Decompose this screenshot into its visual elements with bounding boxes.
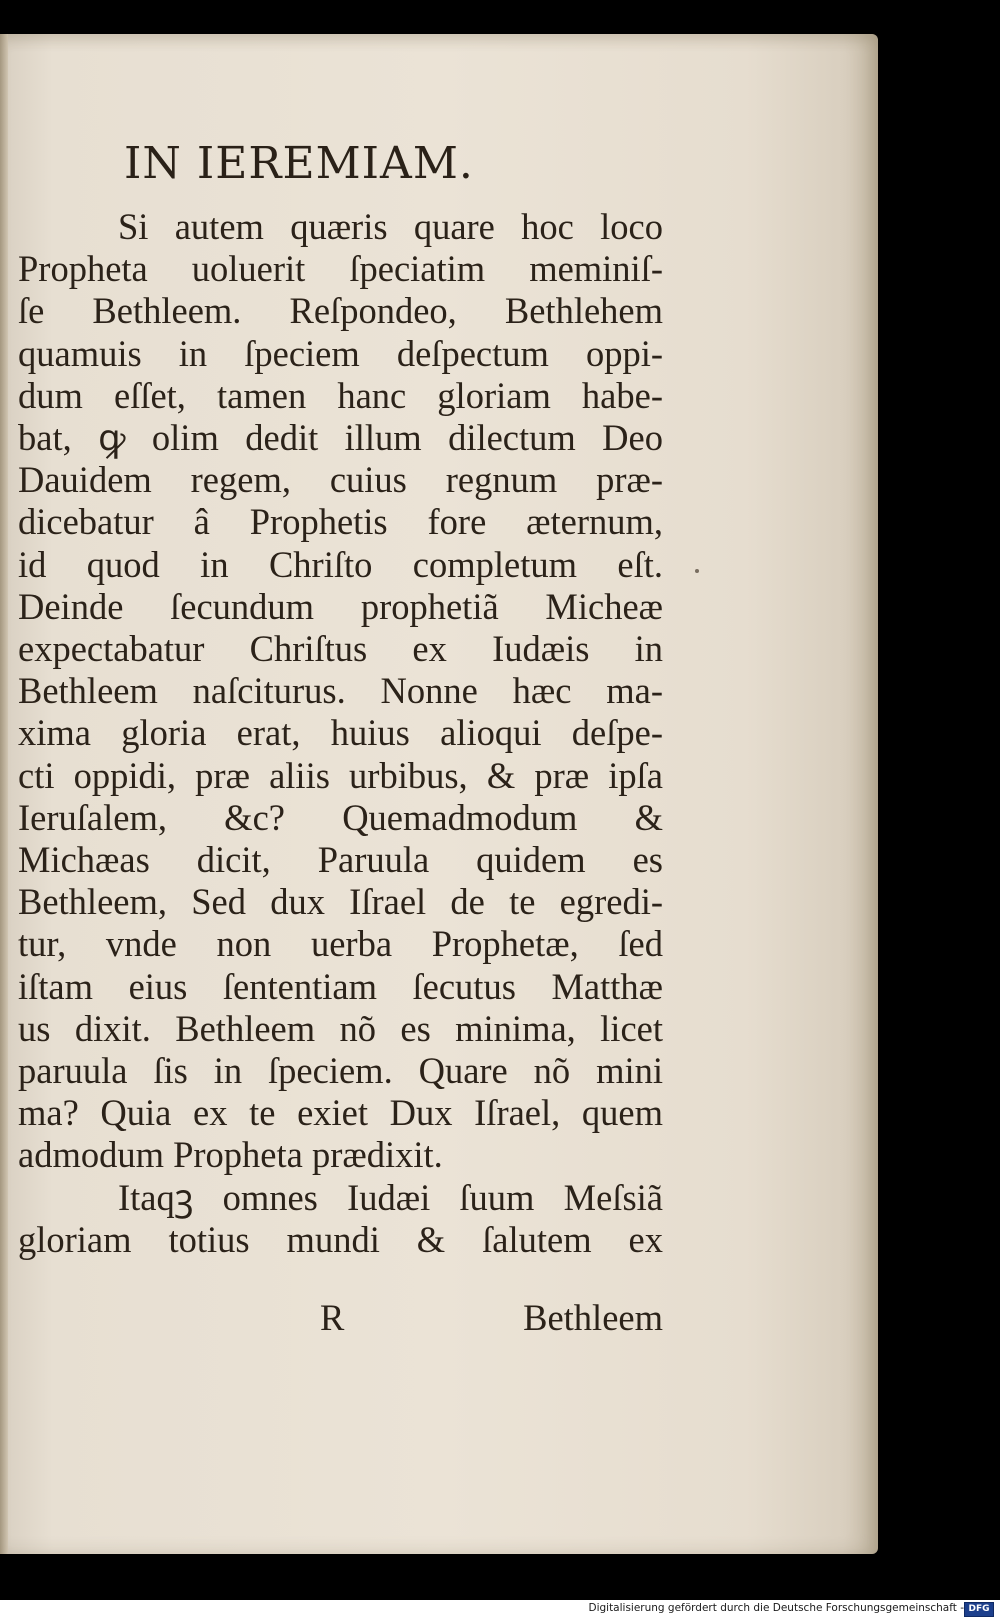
text-line: us dixit. Bethleem nõ es minima, licet bbox=[18, 1007, 663, 1049]
text-line: dum eſſet, tamen hanc gloriam habe- bbox=[18, 374, 663, 416]
text-line: Deinde ſecundum prophetiã Micheæ bbox=[18, 585, 663, 627]
page-gutter-edge bbox=[0, 34, 8, 1554]
text-line: bat, ꝙ olim dedit illum dilectum Deo bbox=[18, 417, 663, 459]
text-line: Michæas dicit, Paruula quidem es bbox=[18, 839, 663, 881]
text-line: dicebatur â Prophetis fore æternum, bbox=[18, 501, 663, 543]
text-line: xima gloria erat, huius alioqui deſpe- bbox=[18, 712, 663, 754]
text-line: tur, vnde non uerba Prophetæ, ſed bbox=[18, 923, 663, 965]
text-line: Bethleem, Sed dux Iſrael de te egredi- bbox=[18, 881, 663, 923]
footer-credit: Digitalisierung gefördert durch die Deutsche Forschungsgemeinschaft - bbox=[588, 1602, 964, 1614]
text-line: cti oppidi, præ aliis urbibus, & præ ipſa bbox=[18, 754, 663, 796]
text-line: id quod in Chriſto completum eſt. bbox=[18, 543, 663, 585]
ink-speck bbox=[695, 569, 699, 573]
body-text bbox=[18, 206, 663, 1261]
text-line: Ieruſalem, &c? Quemadmodum & bbox=[18, 796, 663, 838]
running-head: IN IEREMIAM. bbox=[124, 138, 474, 189]
text-line: Dauidem regem, cuius regnum præ- bbox=[18, 459, 663, 501]
text-line: ma? Quia ex te exiet Dux Iſrael, quem bbox=[18, 1092, 663, 1134]
text-line: Si autem quæris quare hoc loco bbox=[118, 206, 663, 247]
text-line: expectabatur Chriſtus ex Iudæis in bbox=[18, 628, 663, 670]
text-line: Itaqꝫ omnes Iudæi ſuum Meſsiã bbox=[118, 1176, 663, 1218]
signature-mark: R bbox=[320, 1297, 345, 1338]
text-line: gloriam totius mundi & ſalutem ex bbox=[18, 1218, 663, 1260]
text-line: ſe Bethleem. Reſpondeo, Bethlehem bbox=[18, 290, 663, 332]
dfg-logo-text: DFG bbox=[968, 1604, 990, 1614]
text-line: Bethleem naſciturus. Nonne hæc ma- bbox=[18, 670, 663, 712]
catchword: Bethleem bbox=[523, 1297, 663, 1338]
text-line: Propheta uoluerit ſpeciatim meminiſ- bbox=[18, 248, 663, 290]
text-line: quamuis in ſpeciem deſpectum oppi- bbox=[18, 332, 663, 374]
text-line: paruula ſis in ſpeciem. Quare nõ mini bbox=[18, 1050, 663, 1092]
page-footer-line bbox=[18, 1296, 663, 1340]
text-line: admodum Propheta prædixit. bbox=[18, 1134, 443, 1176]
text-line: iſtam eius ſententiam ſecutus Matthæ bbox=[18, 965, 663, 1007]
dfg-logo bbox=[964, 1602, 994, 1617]
